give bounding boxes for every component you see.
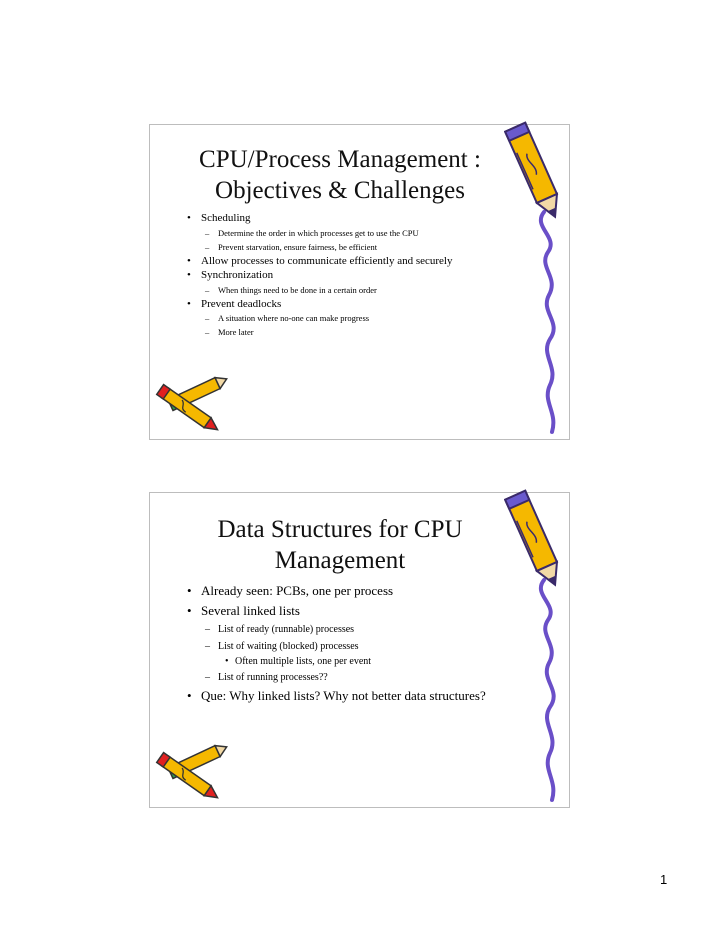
title-line: Management [274, 547, 406, 574]
sub-bullet-item [150, 226, 453, 240]
bullet-item [150, 601, 486, 621]
bullet-text: Scheduling [201, 212, 251, 224]
crayons-clipart-icon [148, 737, 238, 805]
dash-mark: – [205, 641, 210, 652]
sub-sub-bullet-item [150, 655, 486, 669]
crayons-clipart-icon [148, 369, 238, 437]
bullet-text: Several linked lists [201, 603, 300, 618]
sub-bullet-text: Prevent starvation, ensure fairness, be efficient [218, 241, 378, 252]
bullet-item [150, 268, 453, 283]
bullet-text: Que: Why linked lists? Why not better data structures? [201, 688, 486, 703]
dash-mark: – [205, 672, 210, 683]
bullet-text: Synchronization [201, 269, 274, 281]
bullet-mark: • [187, 297, 191, 310]
bullet-mark: • [225, 656, 229, 667]
title-line: Objectives & Challenges [215, 177, 465, 204]
bullet-list [150, 211, 453, 339]
title-line: Data Structures for CPU [217, 516, 463, 543]
dash-mark: – [205, 624, 210, 635]
bullet-item [150, 686, 486, 706]
sub-bullet-item [150, 638, 486, 655]
bullet-text: Prevent deadlocks [201, 297, 282, 310]
sub-bullet-item [150, 325, 453, 339]
sub-bullet-text: List of ready (runnable) processes [218, 624, 355, 635]
title-line: CPU/Process Management : [199, 146, 481, 173]
bullet-mark: • [187, 583, 192, 598]
bullet-list [150, 581, 486, 706]
bullet-mark: • [187, 688, 192, 703]
sub-bullet-text: Determine the order in which processes get to use the CPU [218, 227, 419, 238]
sub-bullet-text: List of waiting (blocked) processes [218, 641, 359, 652]
dash-mark: – [205, 327, 210, 337]
slide-2 [149, 492, 570, 808]
bullet-mark: • [187, 269, 191, 281]
dash-mark: – [205, 313, 210, 323]
pencil-clipart-icon [504, 485, 564, 810]
bullet-item [150, 297, 453, 312]
sub-bullet-item [150, 283, 453, 297]
bullet-item [150, 581, 486, 601]
bullet-mark: • [187, 603, 192, 618]
bullet-item [150, 254, 453, 269]
dash-mark: – [205, 241, 210, 252]
pencil-clipart-icon [504, 117, 564, 442]
sub-bullet-item [150, 240, 453, 254]
page-number: 1 [660, 872, 668, 887]
sub-bullet-text: When things need to be done in a certain order [218, 284, 377, 295]
sub-bullet-item [150, 311, 453, 325]
bullet-mark: • [187, 254, 191, 267]
bullet-mark: • [187, 212, 191, 224]
sub-bullet-item [150, 669, 486, 686]
slide-1 [149, 124, 570, 440]
sub-sub-bullet-text: Often multiple lists, one per event [235, 656, 372, 667]
dash-mark: – [205, 227, 210, 238]
sub-bullet-text: More later [218, 327, 254, 337]
sub-bullet-text: List of running processes?? [218, 672, 328, 683]
sub-bullet-text: A situation where no-one can make progress [218, 313, 370, 323]
bullet-text: Allow processes to communicate efficiently and securely [201, 254, 453, 267]
sub-bullet-item [150, 621, 486, 638]
slide-title [180, 144, 500, 206]
bullet-item [150, 211, 453, 226]
slide-title [180, 514, 500, 576]
bullet-text: Already seen: PCBs, one per process [201, 583, 394, 598]
dash-mark: – [205, 284, 210, 295]
